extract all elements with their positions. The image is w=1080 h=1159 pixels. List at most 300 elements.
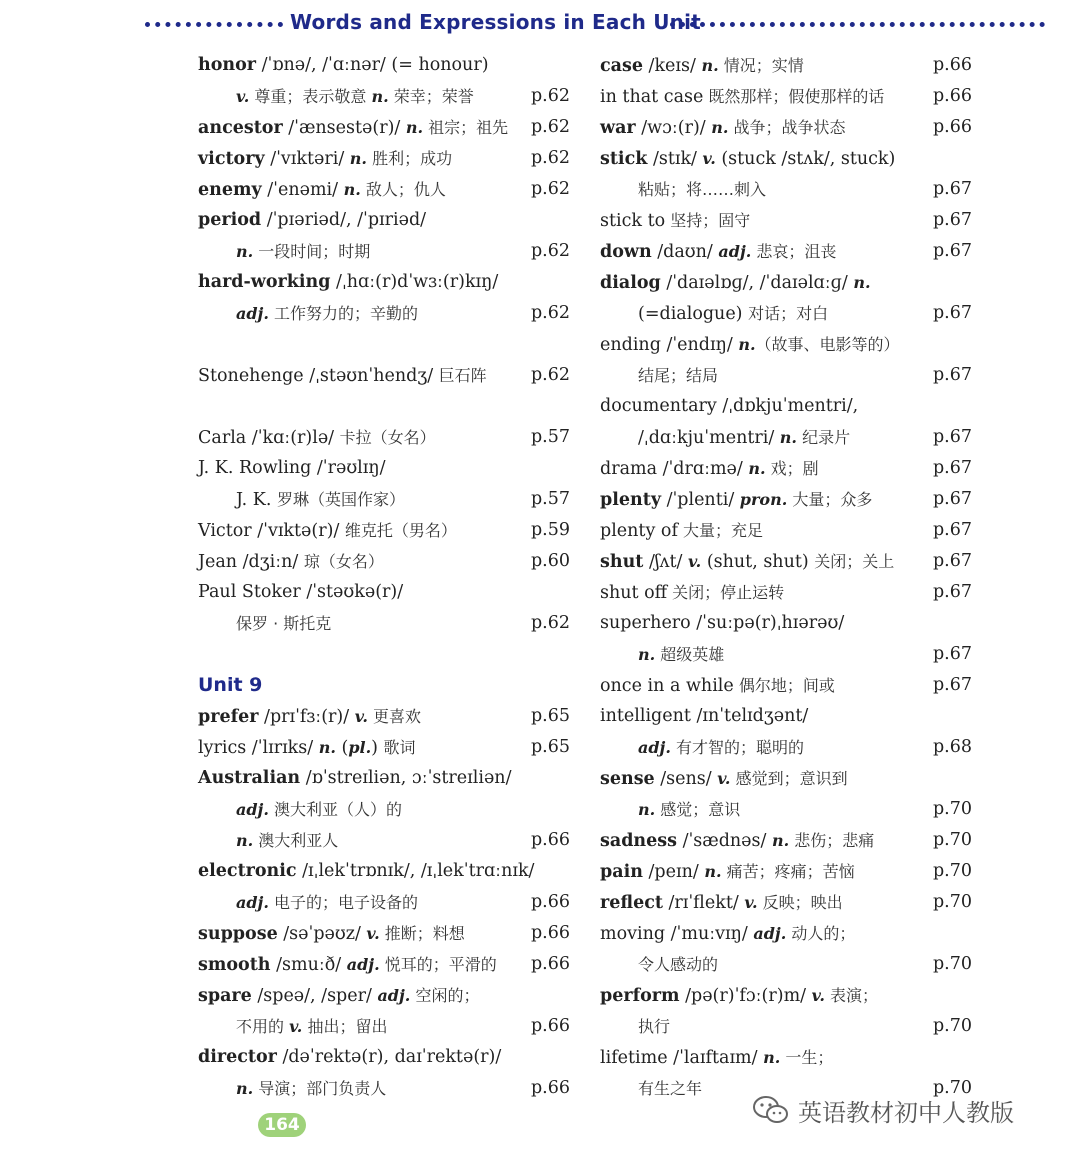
vocab-line xyxy=(600,360,972,391)
entry-term: superhero xyxy=(600,613,691,633)
page-ref: p.67 xyxy=(932,644,972,664)
definition-zh: 卡拉（女名） xyxy=(339,428,436,447)
part-of-speech: adj. xyxy=(346,955,380,974)
entry-term: (=dialogue) xyxy=(638,304,749,324)
vocab-line xyxy=(600,918,972,949)
definition-zh: 大量；充足 xyxy=(677,521,764,540)
definition-zh: 维克托（男名） xyxy=(344,521,457,540)
header-dots-left xyxy=(145,22,283,27)
vocab-text xyxy=(198,87,474,107)
vocab-text xyxy=(198,490,405,510)
definition-zh: 结尾；结局 xyxy=(638,366,719,385)
part-of-speech: n. xyxy=(318,738,336,757)
definition-zh: 尊重；表示敬意 xyxy=(249,87,372,106)
vocab-text xyxy=(198,1017,387,1037)
headword: reflect xyxy=(600,893,663,913)
definition-zh: 歌词 xyxy=(383,738,416,757)
entry-term: lyrics xyxy=(198,738,247,758)
vocab-line xyxy=(198,577,570,608)
entry-term: shut off xyxy=(600,583,668,603)
definition-zh: 动人的； xyxy=(786,924,856,943)
phonetic: /ˈsuːpə(r)ˌhɪərəʊ/ xyxy=(690,613,845,633)
vocab-text xyxy=(198,180,446,200)
headword: honor xyxy=(198,55,257,75)
phonetic: /wɔː(r)/ xyxy=(635,118,712,138)
headword: war xyxy=(600,118,636,138)
page-ref: p.70 xyxy=(932,799,972,819)
part-of-speech: n. xyxy=(638,645,656,664)
vocab-line xyxy=(198,1042,570,1073)
phonetic: /sens/ xyxy=(654,769,718,789)
vocab-line xyxy=(600,577,972,608)
phonetic: /ˈvɪktə(r)/ xyxy=(251,521,345,541)
definition-zh: 有才智的；聪明的 xyxy=(670,738,805,757)
headword: shut xyxy=(600,552,644,572)
page-ref: p.67 xyxy=(932,210,972,230)
vocab-text xyxy=(600,87,884,107)
vocab-text xyxy=(600,955,718,975)
definition-zh: 粘贴；将……刺入 xyxy=(638,180,767,199)
vocab-text xyxy=(198,768,511,788)
vocab-line xyxy=(198,856,570,887)
vocab-line xyxy=(198,794,570,825)
headword: victory xyxy=(198,149,265,169)
vocab-line xyxy=(600,174,972,205)
vocab-line xyxy=(198,453,570,484)
page-ref: p.65 xyxy=(530,737,570,757)
definition-zh: 罗琳（英国作家） xyxy=(276,490,405,509)
phonetic: /ɒˈstreɪliən, ɔːˈstreɪliən/ xyxy=(300,768,512,788)
part-of-speech: n. xyxy=(748,459,766,478)
phonetic: /smuːð/ xyxy=(270,955,347,975)
definition-zh: 有生之年 xyxy=(638,1079,703,1098)
part-of-speech: v. xyxy=(717,769,731,788)
vocab-line xyxy=(198,50,570,81)
page-ref: p.66 xyxy=(530,1016,570,1036)
definition-zh: 琼（女名） xyxy=(303,552,384,571)
page-ref: p.60 xyxy=(530,551,570,571)
phonetic: /ˌhɑː(r)dˈwɜː(r)kɪŋ/ xyxy=(330,272,499,292)
phonetic: /ˌdɒkjuˈmentri/, xyxy=(716,396,859,416)
definition-zh: 痛苦；疼痛；苦恼 xyxy=(721,862,855,881)
entry-term: Paul Stoker xyxy=(198,582,301,602)
headword: ancestor xyxy=(198,118,283,138)
forms: (shut, shut) xyxy=(701,552,815,572)
vocab-text xyxy=(600,118,846,138)
phonetic: /ˈkɑː(r)lə/ xyxy=(246,428,340,448)
entry-term: once in a while xyxy=(600,676,734,696)
vocab-text xyxy=(600,613,844,633)
entry-term: plenty of xyxy=(600,521,678,541)
vocab-line xyxy=(198,980,570,1011)
vocab-line xyxy=(600,453,972,484)
part-of-speech: v. xyxy=(289,1017,303,1036)
part-of-speech: v. xyxy=(702,149,716,168)
part-of-speech: adj. xyxy=(236,893,269,912)
page-ref: p.62 xyxy=(530,365,570,385)
part-of-speech: adj. xyxy=(377,986,411,1005)
definition-zh: 戏；剧 xyxy=(765,459,819,478)
headword: director xyxy=(198,1047,277,1067)
wechat-icon xyxy=(752,1094,790,1126)
phonetic: /ˈmuːvɪŋ/ xyxy=(665,924,754,944)
vocab-text xyxy=(198,738,416,758)
phonetic: /daʊn/ xyxy=(651,242,719,262)
vocab-text xyxy=(600,459,819,479)
part-of-speech: n. xyxy=(738,335,756,354)
page-ref: p.67 xyxy=(932,365,972,385)
page-ref: p.67 xyxy=(932,582,972,602)
vocab-text xyxy=(600,149,895,169)
headword: plenty xyxy=(600,490,661,510)
definition-zh: 纪录片 xyxy=(797,428,851,447)
vocab-line xyxy=(198,515,570,546)
part-of-speech: n. xyxy=(779,428,797,447)
vocab-text xyxy=(198,428,436,448)
vocab-line xyxy=(198,143,570,174)
part-of-speech: n. xyxy=(236,242,254,261)
part-of-speech: v. xyxy=(811,986,825,1005)
part-of-speech: pron. xyxy=(739,490,788,509)
definition-zh: 更喜欢 xyxy=(367,707,422,726)
page-ref: p.66 xyxy=(530,1078,570,1098)
phonetic: /ˈɒnə/, /ˈɑːnər/ (= honour) xyxy=(256,55,489,75)
definition-zh: 执行 xyxy=(638,1017,671,1036)
vocab-line xyxy=(600,236,972,267)
headword: electronic xyxy=(198,861,297,881)
vocab-text xyxy=(198,924,465,944)
vocab-text xyxy=(600,738,804,758)
part-of-speech: v. xyxy=(354,707,368,726)
entry-term: drama xyxy=(600,459,658,479)
page-ref: p.67 xyxy=(932,675,972,695)
headword: prefer xyxy=(198,707,259,727)
vocab-text xyxy=(600,800,740,820)
vocab-text xyxy=(600,56,804,76)
part-of-speech: n. xyxy=(763,1048,781,1067)
entry-term: /ˌdɑːkjuˈmentri/ xyxy=(638,428,780,448)
page-ref: p.66 xyxy=(530,954,570,974)
vocab-text xyxy=(198,552,384,572)
vocab-line xyxy=(600,794,972,825)
vocab-text xyxy=(600,396,858,416)
entry-term: J. K. xyxy=(236,490,277,510)
definition-zh: 感觉到；意识到 xyxy=(730,769,848,788)
definition-zh: （故事、电影等的） xyxy=(755,335,900,354)
part-of-speech: n. xyxy=(236,1079,254,1098)
spacer xyxy=(198,639,570,670)
page-ref: p.57 xyxy=(530,489,570,509)
entry-term: ending xyxy=(600,335,661,355)
part-of-speech: n. xyxy=(853,273,871,292)
vocab-line xyxy=(600,546,972,577)
page-ref: p.62 xyxy=(530,241,570,261)
phonetic: /speə/, /sper/ xyxy=(251,986,378,1006)
definition-zh: 情况；实情 xyxy=(718,56,804,75)
vocab-line xyxy=(198,1011,570,1042)
entry-term: documentary xyxy=(600,396,717,416)
vocab-text xyxy=(600,490,872,510)
vocab-line xyxy=(198,763,570,794)
definition-zh: 电子的；电子设备的 xyxy=(268,893,419,912)
page-ref: p.67 xyxy=(932,427,972,447)
vocab-line xyxy=(600,980,972,1011)
vocab-text xyxy=(600,304,828,324)
vocab-line xyxy=(198,949,570,980)
headword: period xyxy=(198,210,262,230)
definition-zh: 对话；对白 xyxy=(748,304,829,323)
vocab-line xyxy=(600,825,972,856)
entry-term: moving xyxy=(600,924,666,944)
vocab-line xyxy=(198,825,570,856)
page-ref: p.62 xyxy=(530,148,570,168)
phonetic: /ˈpɪəriəd/, /ˈpɪriəd/ xyxy=(261,210,427,230)
vocab-text xyxy=(198,614,331,634)
headword: suppose xyxy=(198,924,278,944)
phonetic: /ˈlaɪftaɪm/ xyxy=(667,1048,764,1068)
left-column xyxy=(198,50,570,1104)
vocab-line xyxy=(600,608,972,639)
page-ref: p.70 xyxy=(932,1016,972,1036)
vocab-text xyxy=(198,955,497,975)
page-ref: p.62 xyxy=(530,303,570,323)
watermark xyxy=(752,1090,1014,1130)
vocab-text xyxy=(600,428,850,448)
part-of-speech: adj. xyxy=(753,924,787,943)
vocab-text xyxy=(600,242,836,262)
page-header xyxy=(0,8,1080,42)
vocab-line xyxy=(600,143,972,174)
vocab-text xyxy=(600,676,835,696)
vocab-text xyxy=(198,707,421,727)
page-ref: p.62 xyxy=(530,86,570,106)
phonetic: /ˈænsestə(r)/ xyxy=(282,118,406,138)
vocab-text xyxy=(600,335,900,355)
page-ref: p.57 xyxy=(530,427,570,447)
phonetic: /prɪˈfɜː(r)/ xyxy=(258,707,355,727)
headword: enemy xyxy=(198,180,262,200)
forms: ( xyxy=(335,738,349,758)
part-of-speech: n. xyxy=(638,800,656,819)
vocab-text xyxy=(600,211,750,231)
vocab-text xyxy=(198,118,508,138)
definition-zh: 一段时间；时期 xyxy=(253,242,371,261)
phonetic: /ʃʌt/ xyxy=(643,552,688,572)
vocab-text xyxy=(198,893,418,913)
page-ref: p.66 xyxy=(932,55,972,75)
vocab-text xyxy=(198,861,534,881)
part-of-speech: adj. xyxy=(718,242,752,261)
page-ref: p.70 xyxy=(932,830,972,850)
vocab-line xyxy=(600,701,972,732)
unit-heading: Unit 9 xyxy=(198,674,263,696)
vocab-text xyxy=(600,986,878,1006)
vocab-line xyxy=(600,732,972,763)
part-of-speech: adj. xyxy=(638,738,671,757)
forms: ) xyxy=(371,738,384,758)
vocab-text xyxy=(600,552,894,572)
vocab-line xyxy=(600,205,972,236)
vocab-line xyxy=(600,949,972,980)
part-of-speech: n. xyxy=(371,87,389,106)
vocab-line xyxy=(198,484,570,515)
definition-zh: 关闭；停止运转 xyxy=(667,583,785,602)
page-ref: p.67 xyxy=(932,303,972,323)
vocab-text xyxy=(198,582,403,602)
phonetic: /səˈpəʊz/ xyxy=(277,924,367,944)
page-ref: p.62 xyxy=(530,179,570,199)
part-of-speech: v. xyxy=(744,893,758,912)
definition-zh: 澳大利亚人 xyxy=(253,831,339,850)
page-ref: p.67 xyxy=(932,551,972,571)
header-dots-right xyxy=(670,22,1045,27)
headword: spare xyxy=(198,986,252,1006)
vocab-text xyxy=(198,831,338,851)
vocab-line xyxy=(600,484,972,515)
page-ref: p.67 xyxy=(932,489,972,509)
phonetic: /keɪs/ xyxy=(642,56,702,76)
definition-zh: 大量；众多 xyxy=(787,490,873,509)
vocab-text xyxy=(198,1047,501,1067)
phonetic: /ˈendɪŋ/ xyxy=(660,335,739,355)
entry-term: in that case xyxy=(600,87,704,107)
phonetic: /ˈdaɪəlɒɡ/, /ˈdaɪəlɑːɡ/ xyxy=(660,273,854,293)
page-ref: p.68 xyxy=(932,737,972,757)
entry-term: Carla xyxy=(198,428,247,448)
page-ref: p.65 xyxy=(530,706,570,726)
spacer xyxy=(198,391,570,422)
headword: down xyxy=(600,242,652,262)
page-ref: p.62 xyxy=(530,613,570,633)
vocab-line xyxy=(198,1073,570,1104)
page-ref: p.70 xyxy=(932,892,972,912)
part-of-speech: n. xyxy=(349,149,367,168)
headword: case xyxy=(600,56,643,76)
definition-zh: 空闲的； xyxy=(410,986,480,1005)
vocab-line xyxy=(198,422,570,453)
definition-zh: 澳大利亚（人）的 xyxy=(268,800,403,819)
vocab-line xyxy=(198,205,570,236)
page-ref: p.66 xyxy=(932,117,972,137)
vocab-line xyxy=(600,81,972,112)
definition-zh: 战争；战争状态 xyxy=(728,118,846,137)
page-ref: p.70 xyxy=(932,954,972,974)
part-of-speech: n. xyxy=(405,118,424,137)
phonetic: /peɪn/ xyxy=(642,862,705,882)
definition-zh: 胜利；成功 xyxy=(367,149,453,168)
definition-zh: 悲伤；悲痛 xyxy=(789,831,875,850)
vocab-text xyxy=(600,521,763,541)
vocab-line xyxy=(600,329,972,360)
phonetic: /ɪnˈtelɪdʒənt/ xyxy=(690,706,809,726)
vocab-line xyxy=(600,763,972,794)
vocab-text xyxy=(198,210,426,230)
vocab-line xyxy=(600,422,972,453)
spacer xyxy=(198,329,570,360)
page-ref: p.66 xyxy=(530,830,570,850)
vocab-line xyxy=(600,1011,972,1042)
phonetic: /ˈplenti/ xyxy=(661,490,740,510)
part-of-speech: v. xyxy=(236,87,250,106)
vocab-text xyxy=(198,149,452,169)
vocab-text xyxy=(600,706,808,726)
vocab-text xyxy=(198,458,386,478)
headword: dialog xyxy=(600,273,661,293)
page-ref: p.70 xyxy=(932,861,972,881)
vocab-line xyxy=(198,546,570,577)
page-ref: p.59 xyxy=(530,520,570,540)
vocab-text xyxy=(198,986,479,1006)
part-of-speech: adj. xyxy=(236,800,269,819)
vocab-line xyxy=(600,856,972,887)
phonetic: /rɪˈflekt/ xyxy=(662,893,745,913)
phonetic: /ˈdrɑːmə/ xyxy=(657,459,749,479)
vocab-text xyxy=(198,304,418,324)
definition-zh: 令人感动的 xyxy=(638,955,719,974)
part-of-speech: n. xyxy=(771,831,790,850)
watermark-text: 英语教材初中人教版 xyxy=(798,1098,1014,1127)
definition-zh: 一生； xyxy=(780,1048,834,1067)
phonetic: /ˈrəʊlɪŋ/ xyxy=(311,458,386,478)
page-ref: p.66 xyxy=(932,86,972,106)
vocab-line xyxy=(198,360,570,391)
entry-term: Jean xyxy=(198,552,238,572)
forms: (stuck /stʌk/, stuck) xyxy=(715,149,896,169)
definition-zh: 导演；部门负责人 xyxy=(253,1079,387,1098)
vocab-line xyxy=(600,267,972,298)
definition-zh: 抽出；留出 xyxy=(302,1017,388,1036)
entry-term: J. K. Rowling xyxy=(198,458,312,478)
headword: smooth xyxy=(198,955,271,975)
page-title: Words and Expressions in Each Unit xyxy=(290,10,701,34)
vocab-line xyxy=(600,1042,972,1073)
vocab-text xyxy=(600,273,871,293)
vocab-line xyxy=(198,112,570,143)
definition-zh: 感觉；意识 xyxy=(655,800,741,819)
vocab-text xyxy=(198,272,498,292)
definition-zh: 表演； xyxy=(824,986,878,1005)
part-of-speech: v. xyxy=(366,924,380,943)
vocab-line xyxy=(198,732,570,763)
definition-zh: 反映；映出 xyxy=(757,893,843,912)
headword: hard-working xyxy=(198,272,331,292)
vocab-text xyxy=(198,1079,386,1099)
vocab-text xyxy=(600,831,874,851)
entry-term: lifetime xyxy=(600,1048,668,1068)
entry-term: stick to xyxy=(600,211,666,231)
entry-term: Victor xyxy=(198,521,252,541)
headword: sense xyxy=(600,769,655,789)
phonetic: /ɪˌlekˈtrɒnɪk/, /ɪˌlekˈtrɑːnɪk/ xyxy=(296,861,535,881)
vocab-line xyxy=(198,81,570,112)
vocab-text xyxy=(198,242,370,262)
phonetic: /ˌstəʊnˈhendʒ/ xyxy=(303,366,439,386)
phonetic: /ˈvɪktəri/ xyxy=(264,149,350,169)
definition-zh: 坚持；固守 xyxy=(665,211,751,230)
part-of-speech: n. xyxy=(701,56,719,75)
vocab-text xyxy=(600,645,724,665)
headword: pain xyxy=(600,862,643,882)
vocab-text xyxy=(600,366,718,386)
page-ref: p.62 xyxy=(530,117,570,137)
part-of-speech: n. xyxy=(343,180,361,199)
vocab-line xyxy=(600,670,972,701)
definition-zh: 工作努力的；辛勤的 xyxy=(268,304,419,323)
vocab-text xyxy=(600,862,855,882)
definition-zh: 推断；料想 xyxy=(379,924,465,943)
phonetic: /dʒiːn/ xyxy=(237,552,304,572)
vocab-line xyxy=(600,515,972,546)
